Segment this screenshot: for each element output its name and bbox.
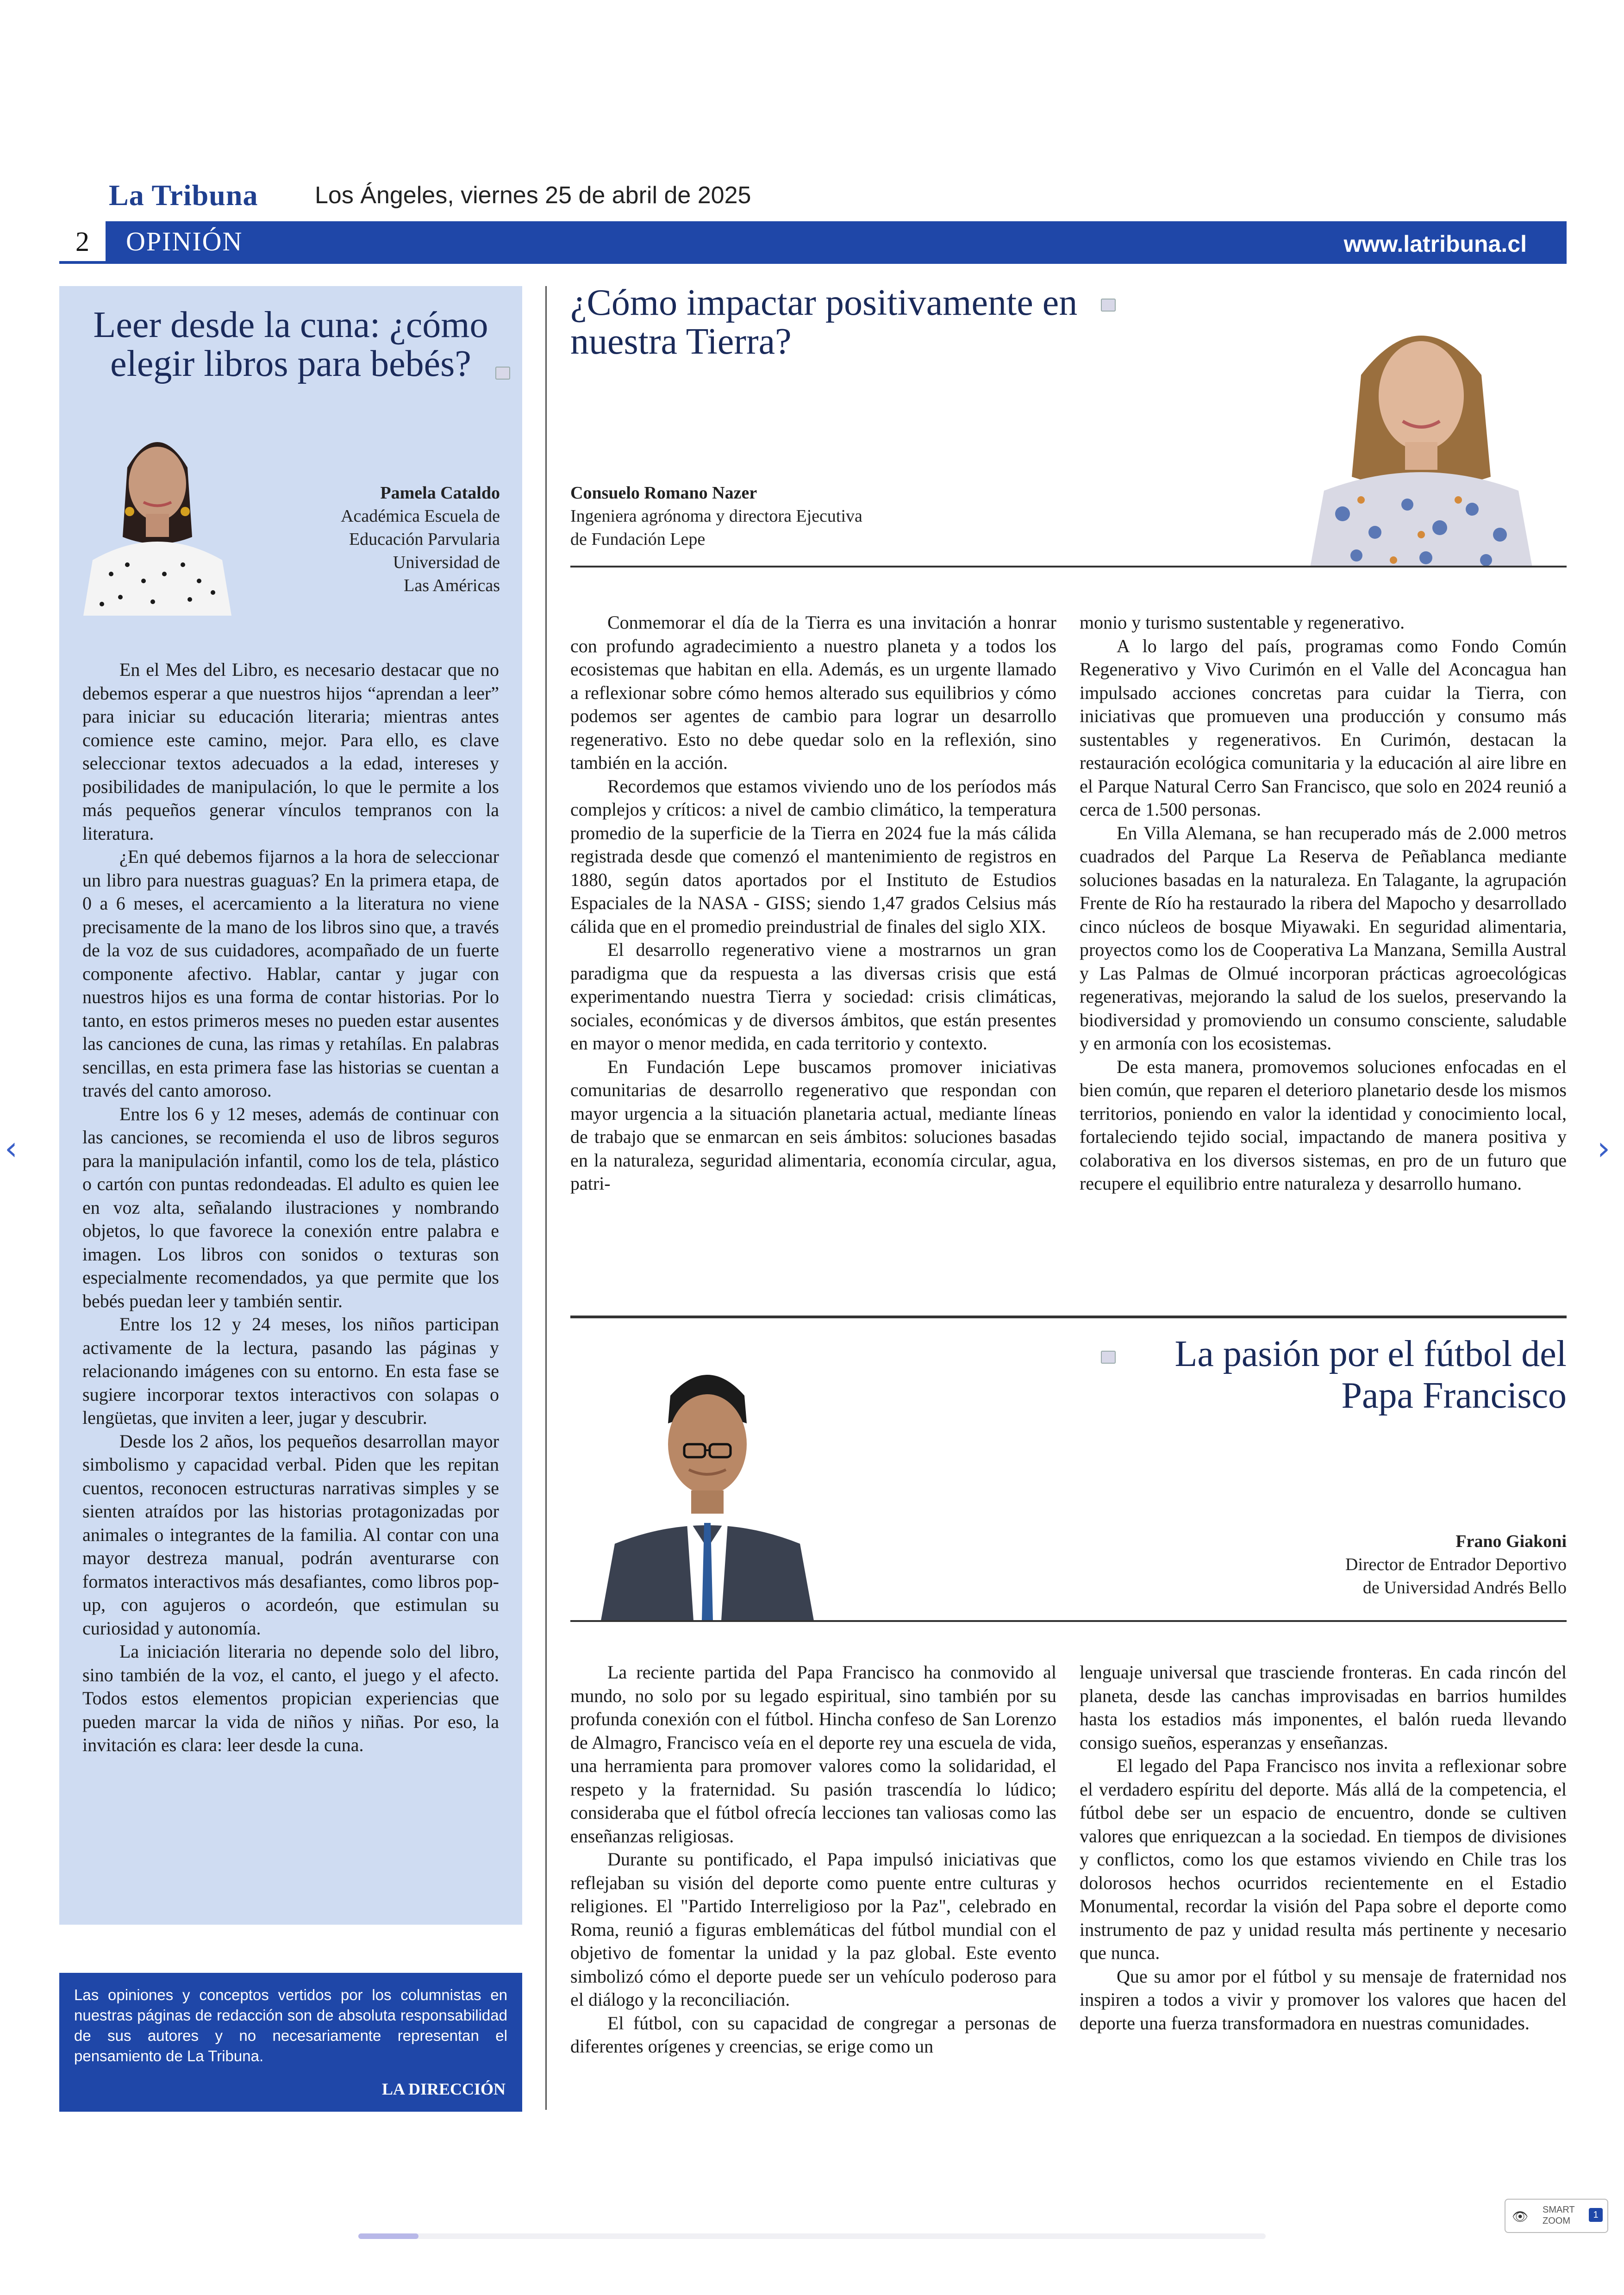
bottom-author-byline xyxy=(880,1530,1567,1599)
paragraph: En Villa Alemana, se han recuperado más de 2.000 metros cuadrados del Parque La Reserva de Peñablanca mediante soluciones basadas en la naturaleza. En Talagante, la agrupación Frente de Río ha restaurado la ribera del Mapocho y desarrollado cinco núcleos de bosque Miyawaki. En seguridad alimentaria, proyectos como los de Cooperativa La Manzana, Semilla Austral y Las Palmas de Olmué incorporan prácticas agroecológicas regenerativas, mejorando la salud de los suelos, preservando la biodiversidad y promoviendo un consumo consciente, saludable y en armonía con los ecosistemas. xyxy=(1080,822,1567,1054)
note-icon[interactable] xyxy=(1101,1351,1116,1364)
zoom-label xyxy=(1543,2204,1575,2226)
top-article-col1 xyxy=(570,611,1056,1196)
eye-icon: 👁 xyxy=(1512,2209,1529,2224)
paragraph: A lo largo del país, programas como Fondo Común Regenerativo y Vivo Curimón en el Valle del Aconcagua han impulsado acciones concretas para cuidar la Tierra, con iniciativas que promueven una producción y consumo más sustentables y regenerativos. En Curimón, destacan la restauración ecológica comunitaria y la educación al aire libre en el Parque Natural Cerro San Francisco, que solo en 2024 reunió a cerca de 1.500 personas. xyxy=(1080,635,1567,820)
paragraph: En el Mes del Libro, es necesario destacar que no debemos esperar a que nuestros hijos “aprendan a leer” para iniciar su educación literaria; mientras antes comience este camino, mejor. Para ello, es clave seleccionar textos adecuados a la edad, intereses y posibilidades de manipulación, lo que le permite a los más pequeños generar vínculos tempranos con la literatura. xyxy=(82,659,499,844)
author-role-line: Académica Escuela de xyxy=(341,506,500,526)
author-name: Pamela Cataldo xyxy=(380,483,500,503)
bottom-article-title: La pasión por el fútbol del Papa Francisco xyxy=(1174,1334,1567,1416)
chevron-right-icon[interactable]: › xyxy=(1597,1129,1610,1167)
paragraph: Entre los 6 y 12 meses, además de continuar con las canciones, se recomienda el uso de libros seguros para la manipulación infantil, como los de tela, plástico o cartón con puntas redondeadas. El adulto es quien lee en voz alta, señalando ilustraciones y nombrando objetos, lo que favorece la conexión entre palabra e imagen. Los libros con sonidos o texturas son especialmente recomendados, ya que permite que los bebés puedan leer y también sentir. xyxy=(82,1103,499,1311)
paragraph: El desarrollo regenerativo viene a mostrarnos un gran paradigma que da respuesta a las diversas crisis que está experimentando nuestra Tierra y sociedad: crisis climáticas, sociales, económicas y de diversos ámbitos, que están presentes en mayor o menor medida, en cada territorio y contexto. xyxy=(570,939,1056,1054)
rule xyxy=(570,566,1567,568)
paragraph: Desde los 2 años, los pequeños desarrollan mayor simbolismo y capacidad verbal. Piden que les repitan cuentos, reconocen estructuras narrativas simples y se sienten atraídos por las historias protagonizadas por animales o integrantes de la familia. Al contar con una mayor destreza manual, podrán aventurarse con formatos interactivos más desafiantes, como libros pop-up, con agujeros o acordeón, que estimulan su curiosidad y autonomía. xyxy=(82,1430,499,1639)
top-author-byline xyxy=(570,481,1172,551)
paragraph: En Fundación Lepe buscamos promover iniciativas comunitarias de desarrollo regenerativo que respondan con mayor urgencia a la situación planetaria actual, mediante líneas de trabajo que se enmarcan en seis ámbitos: soluciones basadas en la naturaleza, seguridad alimentaria, economía circular, agua, patri- xyxy=(570,1056,1056,1194)
author-name: Consuelo Romano Nazer xyxy=(570,483,757,503)
zoom-label-line: ZOOM xyxy=(1543,2216,1570,2226)
top-article-col2 xyxy=(1080,611,1567,1196)
paragraph: La iniciación literaria no depende solo del libro, sino también de la voz, el canto, el juego y el afecto. Todos estos elementos propician experiencias que pueden marcar la vida de niños y niñas. Por eso, la invitación es clara: leer desde la cuna. xyxy=(82,1641,499,1755)
horizontal-scrollbar[interactable] xyxy=(358,2233,1266,2239)
masthead-logo: La Tribuna xyxy=(109,179,258,212)
scrollbar-thumb[interactable] xyxy=(358,2233,418,2239)
left-article-title: Leer desde la cuna: ¿cómo elegir libros para bebés? xyxy=(93,305,488,384)
section-name: OPINIÓN xyxy=(126,226,243,256)
paragraph: lenguaje universal que trasciende fronteras. En cada rincón del planeta, desde las canchas improvisadas en barrios humildes hasta los estadios más imponentes, el balón rueda llevando consigo sueños, esperanzas y enseñanzas. xyxy=(1080,1662,1567,1753)
zoom-label-line: SMART xyxy=(1543,2205,1575,2215)
disclaimer-text: Las opiniones y conceptos vertidos por los columnistas en nuestras páginas de redacción son de absoluta responsabilidad de sus autores y no necesariamente representan el pensamiento de La Tribuna. xyxy=(74,1986,507,2064)
author-role-line: Ingeniera agrónoma y directora Ejecutiva xyxy=(570,506,862,526)
author-role-line: Director de Entrador Deportivo xyxy=(1345,1555,1567,1574)
note-icon[interactable] xyxy=(495,367,510,380)
paragraph: monio y turismo sustentable y regenerativo. xyxy=(1080,612,1405,633)
paragraph: Recordemos que estamos viviendo uno de los períodos más complejos y críticos: a nivel de cambio climático, la temperatura promedio de la superficie de la Tierra en 2024 fue la más cálida registrada desde que comenzó el mantenimiento de registros en 1880, según datos aportados por el Instituto de Estudios Espaciales de la NASA - GISS; siendo 1,47 grados Celsius más cálida que en el promedio preindustrial de finales del siglo XIX. xyxy=(570,775,1056,937)
chevron-left-icon[interactable]: ‹ xyxy=(5,1129,18,1167)
paragraph: De esta manera, promovemos soluciones enfocadas en el bien común, que reparen el deterioro planetario desde los mismos territorios, poniendo en valor la identidad y conocimiento local, fortaleciendo tejido social, impactando de manera positiva y colaborativa en los diversos sistemas, en pro de un futuro que recupere el equilibrio entre naturaleza y desarrollo humano. xyxy=(1080,1056,1567,1194)
author-role-line: de Universidad Andrés Bello xyxy=(1362,1578,1567,1597)
portrait-illustration xyxy=(83,398,231,616)
paragraph: Conmemorar el día de la Tierra es una invitación a honrar con profundo agradecimiento a nuestro planeta y a todos los ecosistemas que habitan en ella. Además, es un urgente llamado a reflexionar sobre cómo hemos alterado sus equilibrios y cómo podemos ser agentes de cambio para lograr un desarrollo regenerativo. Esto no debe quedar solo en la reflexión, sino también en la acción. xyxy=(570,612,1056,773)
author-role-line: de Fundación Lepe xyxy=(570,530,706,549)
site-url[interactable]: www.latribuna.cl xyxy=(1343,231,1527,257)
bottom-article-col2 xyxy=(1080,1661,1567,2035)
paragraph: El fútbol, con su capacidad de congregar a personas de diferentes orígenes y creencias, se erige como un xyxy=(570,2012,1056,2057)
author-photo-pamela xyxy=(83,398,231,616)
top-article-title: ¿Cómo impactar positivamente en nuestra Tierra? xyxy=(570,282,1078,362)
author-role-line: Las Américas xyxy=(404,576,500,595)
bottom-article-col1 xyxy=(570,1661,1056,2058)
author-role-line: Educación Parvularia xyxy=(349,530,500,549)
paragraph: ¿En qué debemos fijarnos a la hora de seleccionar un libro para nuestras guaguas? En la primera etapa, de 0 a 6 meses, el acercamiento a la literatura no viene precisamente de la mano de los libros sino que, a través de la voz de sus cuidadores, acompañado de un fuerte componente afectivo. Hablar, cantar y jugar con nuestros hijos es una forma de contar historias. Por lo tanto, en estos primeros meses no pueden estar ausentes las canciones de cuna, las rimas y retahílas. En palabras sencillas, en esta primera fase las historias se cuentan a través del canto amoroso. xyxy=(82,846,499,1101)
disclaimer-signature: LA DIRECCIÓN xyxy=(381,2080,506,2098)
page-number: 2 xyxy=(75,226,89,257)
author-photo-consuelo xyxy=(1292,282,1551,568)
paragraph: Durante su pontificado, el Papa impulsó iniciativas que reflejaban su visión del deporte como puente entre culturas y religiones. El "Partido Interreligioso por la Paz", celebrado en Roma, reunió a figuras emblemáticas del fútbol mundial con el objetivo de fomentar la unidad y la paz global. Este evento simbolizó cómo el deporte puede ser un vehículo poderoso para el diálogo y la reconciliación. xyxy=(570,1849,1056,2010)
paragraph: El legado del Papa Francisco nos invita a reflexionar sobre el verdadero espíritu del deporte. Más allá de la competencia, el fútbol debe ser un espacio de encuentro, donde se cultiven valores que enriquezcan a la sociedad. En tiempos de divisiones y conflictos, como los que estamos viviendo en Chile tras los dolorosos hechos ocurridos recientemente en el Estadio Monumental, recordar la visión del Papa sobre el deporte como instrumento de paz y unidad resulta más pertinente y necesario que nunca. xyxy=(1080,1755,1567,1963)
portrait-illustration xyxy=(1292,282,1551,568)
masthead-date: Los Ángeles, viernes 25 de abril de 2025 xyxy=(315,182,751,209)
left-article-body xyxy=(82,658,499,1757)
left-author-byline xyxy=(241,481,500,597)
author-role-line: Universidad de xyxy=(393,553,500,572)
section-bar xyxy=(59,221,1567,264)
portrait-illustration xyxy=(592,1345,823,1621)
rule xyxy=(570,1620,1567,1622)
smart-zoom-button[interactable] xyxy=(1505,2199,1608,2233)
author-name: Frano Giakoni xyxy=(1455,1532,1567,1551)
zoom-badge: 1 xyxy=(1589,2208,1603,2222)
paragraph: La reciente partida del Papa Francisco ha conmovido al mundo, no solo por su legado espiritual, sino también por su profunda conexión con el fútbol. Hincha confeso de San Lorenzo de Almagro, Francisco veía en el deporte rey una escuela de vida, una herramienta para promover valores como la solidaridad, el respeto y la fraternidad. Su pasión trascendía lo lúdico; consideraba que el fútbol ofrecía lecciones tan valiosas como las enseñanzas religiosas. xyxy=(570,1662,1056,1846)
article-separator xyxy=(570,1316,1567,1318)
paragraph: Que su amor por el fútbol y su mensaje de fraternidad nos inspiren a todos a vivir y promover los valores que hacen del deporte una fuerza transformadora en nuestras comunidades. xyxy=(1080,1965,1567,2033)
note-icon[interactable] xyxy=(1101,299,1116,312)
paragraph: Entre los 12 y 24 meses, los niños participan activamente de la lectura, pasando las páginas y relacionando imágenes con su entorno. En esta fase se sugiere incorporar textos interactivos con solapas o lengüetas, que inviten a leer, jugar y descubrir. xyxy=(82,1314,499,1428)
author-photo-frano xyxy=(592,1345,823,1621)
column-divider xyxy=(545,286,547,2110)
